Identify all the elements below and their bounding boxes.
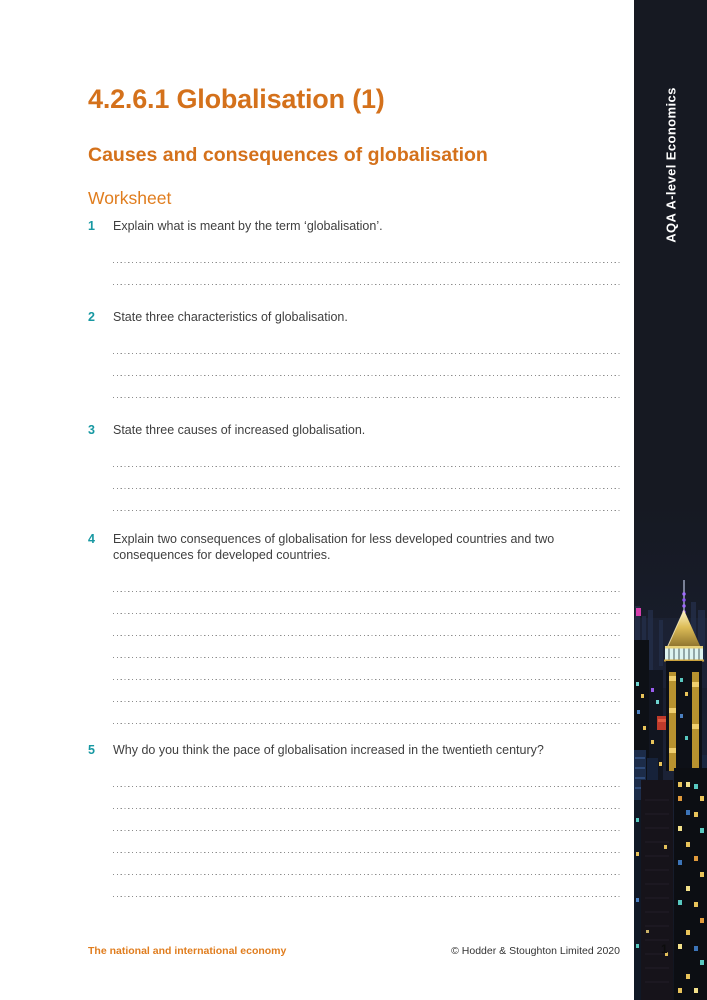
answer-lines <box>113 332 620 398</box>
question-body <box>113 422 620 511</box>
answer-line <box>113 787 620 809</box>
question-number: 5 <box>88 743 95 757</box>
footer-copyright: © Hodder & Stoughton Limited 2020 <box>451 945 620 957</box>
question-body <box>113 531 620 724</box>
skyline-photo <box>634 500 707 1000</box>
answer-line <box>113 489 620 511</box>
question-row <box>88 742 620 897</box>
answer-line <box>113 263 620 285</box>
page-footer <box>88 945 620 957</box>
answer-lines <box>113 765 620 897</box>
answer-line <box>113 592 620 614</box>
question-text: Why do you think the pace of globalisation increased in the twentieth century? <box>113 743 544 757</box>
answer-line <box>113 570 620 592</box>
answer-line <box>113 765 620 787</box>
answer-line <box>113 658 620 680</box>
answer-line <box>113 831 620 853</box>
page-title: 4.2.6.1 Globalisation (1) <box>88 84 385 114</box>
question-row <box>88 531 620 724</box>
question-body <box>113 218 620 285</box>
section-heading: Causes and consequences of globalisation <box>88 144 488 166</box>
answer-line <box>113 354 620 376</box>
answer-line <box>113 702 620 724</box>
main-content <box>88 0 620 897</box>
question-number: 4 <box>88 532 95 546</box>
answer-line <box>113 445 620 467</box>
question-row <box>88 422 620 511</box>
answer-line <box>113 853 620 875</box>
question-text: Explain two consequences of globalisation for less developed countries and two consequences for developed countries. <box>113 532 555 562</box>
question-text: State three causes of increased globalisation. <box>113 423 366 437</box>
answer-line <box>113 875 620 897</box>
question-body <box>113 309 620 398</box>
sidebar <box>634 0 707 1000</box>
answer-lines <box>113 445 620 511</box>
footer-series-title: The national and international economy <box>88 945 287 957</box>
answer-line <box>113 467 620 489</box>
question-row <box>88 218 620 285</box>
question-row <box>88 309 620 398</box>
question-number: 3 <box>88 423 95 437</box>
question-body <box>113 742 620 897</box>
question-number: 2 <box>88 310 95 324</box>
question-list <box>88 218 620 897</box>
answer-line <box>113 614 620 636</box>
answer-line <box>113 376 620 398</box>
answer-lines <box>113 570 620 724</box>
answer-line <box>113 636 620 658</box>
answer-line <box>113 809 620 831</box>
question-text: State three characteristics of globalisation. <box>113 310 348 324</box>
question-text: Explain what is meant by the term ‘globalisation’. <box>113 219 383 233</box>
question-number: 1 <box>88 219 95 233</box>
answer-line <box>113 241 620 263</box>
page-number: 1 <box>661 942 668 956</box>
answer-line <box>113 680 620 702</box>
answer-lines <box>113 241 620 285</box>
answer-line <box>113 332 620 354</box>
worksheet-heading: Worksheet <box>88 188 172 208</box>
sidebar-series-label: AQA A-level Economics <box>663 87 678 243</box>
